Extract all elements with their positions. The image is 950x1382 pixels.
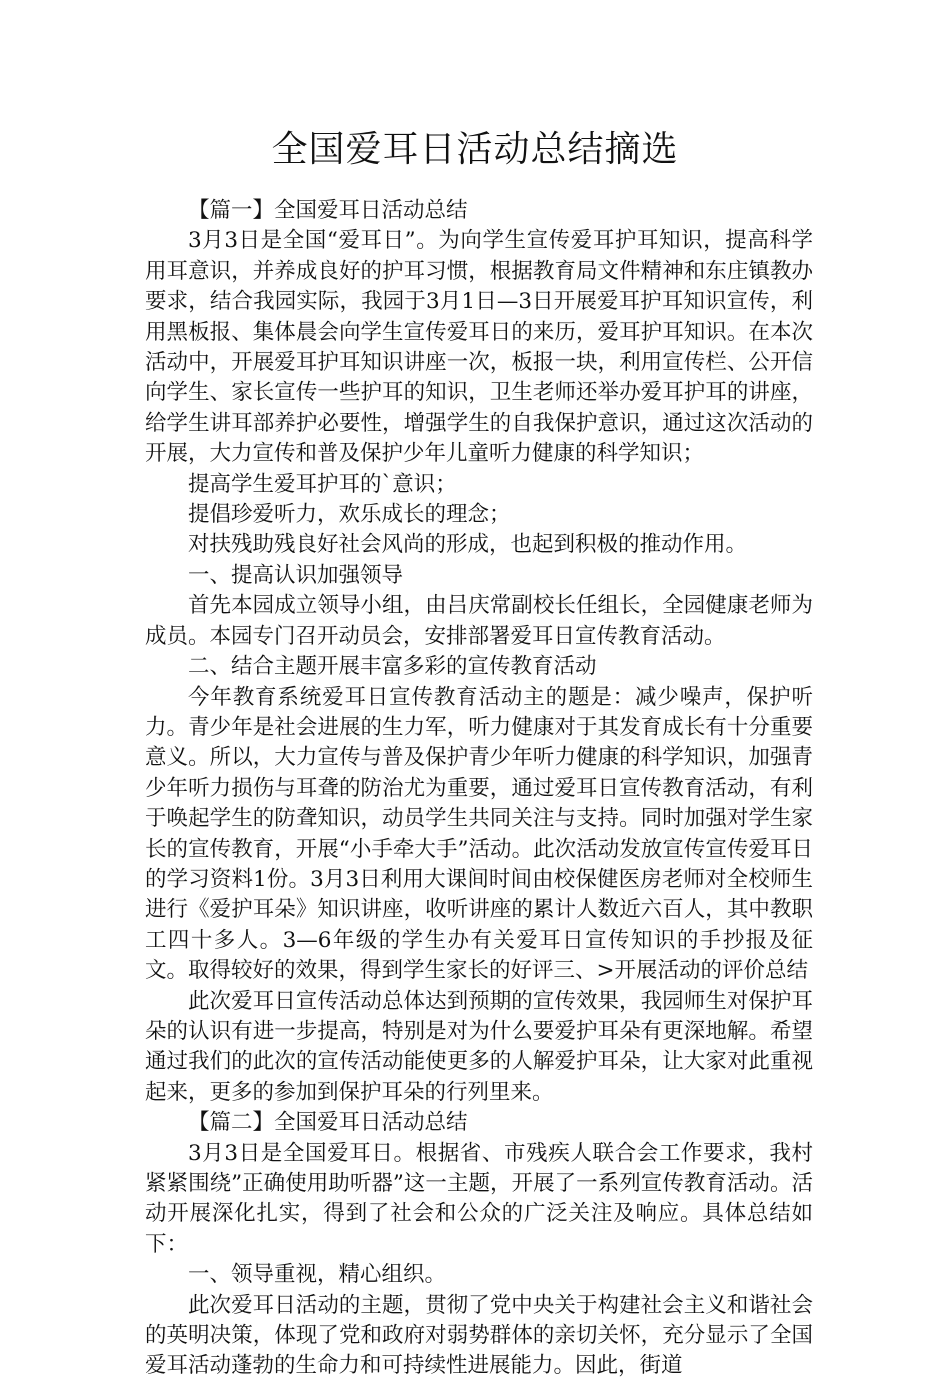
- paragraph: 此次爱耳日活动的主题，贯彻了党中央关于构建社会主义和谐社会的英明决策，体现了党和政府对弱势群体的亲切关怀，充分显示了全国爱耳活动蓬勃的生命力和可持续性进展能力。因此，街道: [145, 1292, 813, 1379]
- paragraph: 提倡珍爱听力，欢乐成长的理念；: [188, 502, 511, 528]
- paragraph: 3月3日是全国爱耳日。根据省、市残疾人联合会工作要求，我村紧紧围绕”正确使用助听器”这一主题，开展了一系列宣传教育活动。活动开展深化扎实，得到了社会和公众的广泛关注及响应。具体总结如下：: [145, 1140, 813, 1257]
- paragraph: 提高学生爱耳护耳的`意识；: [188, 471, 457, 497]
- section-heading-part-two: 【篇二】全国爱耳日活动总结: [188, 1110, 468, 1136]
- subsection-heading: 一、提高认识加强领导: [188, 562, 404, 588]
- subsection-heading: 一、领导重视，精心组织。: [188, 1262, 447, 1288]
- paragraph: 3月3日是全国“爱耳日”。为向学生宣传爱耳护耳知识，提高科学用耳意识，并养成良好的护耳习惯，根据教育局文件精神和东庄镇教办要求，结合我园实际，我园于3月1日—3日开展爱耳护耳知识宣传，利用黑板报、集体晨会向学生宣传爱耳日的来历，爱耳护耳知识。在本次活动中，开展爱耳护耳知识讲座一次，板报一块，利用宣传栏、公开信向学生、家长宣传一些护耳的知识，卫生老师还举办爱耳护耳的讲座，给学生讲耳部养护必要性，增强学生的自我保护意识，通过这次活动的开展，大力宣传和普及保护少年儿童听力健康的科学知识；: [145, 228, 813, 467]
- paragraph: 首先本园成立领导小组，由吕庆常副校长任组长，全园健康老师为成员。本园专门召开动员会，安排部署爱耳日宣传教育活动。: [145, 593, 813, 649]
- paragraph: 此次爱耳日宣传活动总体达到预期的宣传效果，我园师生对保护耳朵的认识有进一步提高，特别是对为什么要爱护耳朵有更深地解。希望通过我们的此次的宣传活动能使更多的人解爱护耳朵，让大家对此重视起来，更多的参加到保护耳朵的行列里来。: [145, 988, 813, 1105]
- document-body: [145, 196, 813, 1382]
- subsection-heading: 二、结合主题开展丰富多彩的宣传教育活动: [188, 654, 597, 680]
- section-heading-part-one: 【篇一】全国爱耳日活动总结: [188, 198, 468, 223]
- paragraph: 对扶残助残良好社会风尚的形成，也起到积极的推动作用。: [188, 532, 748, 558]
- paragraph: 今年教育系统爱耳日宣传教育活动主的题是：减少噪声，保护听力。青少年是社会进展的生力军，听力健康对于其发育成长有十分重要意义。所以，大力宣传与普及保护青少年听力健康的科学知识，加强青少年听力损伤与耳聋的防治尤为重要，通过爱耳日宣传教育活动，有利于唤起学生的防聋知识，动员学生共同关注与支持。同时加强对学生家长的宣传教育，开展“小手牵大手”活动。此次活动发放宣传宣传爱耳日的学习资料1份。3月3日利用大课间时间由校保健医房老师对全校师生进行《爱护耳朵》知识讲座，收听讲座的累计人数近六百人，其中教职工四十多人。3—6年级的学生办有关爱耳日宣传知识的手抄报及征文。取得较好的效果，得到学生家长的好评三、>开展活动的评价总结: [145, 684, 813, 984]
- document-title: 全国爱耳日活动总结摘选: [271, 129, 679, 170]
